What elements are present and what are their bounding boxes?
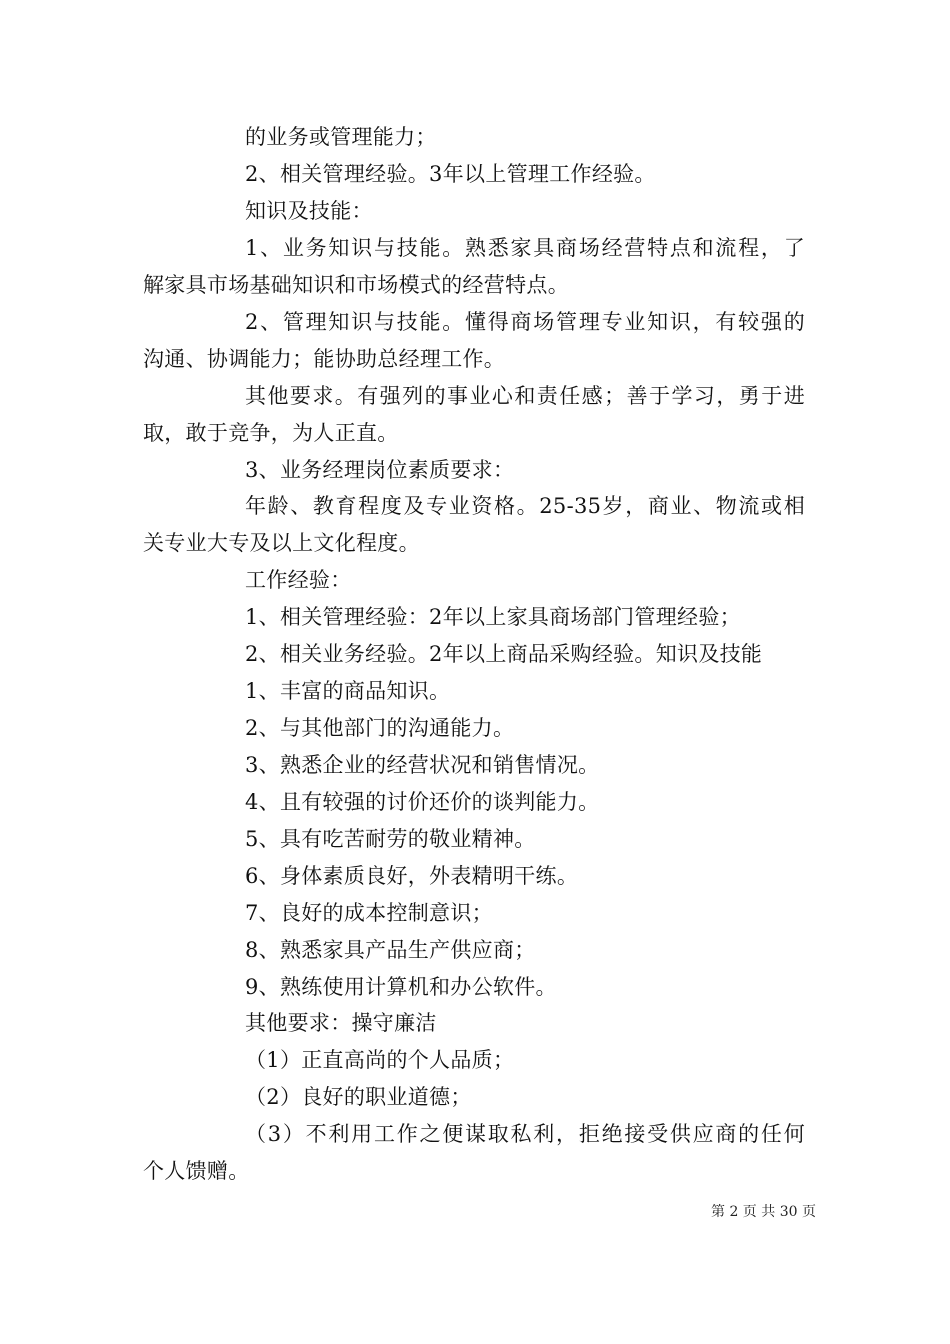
list-item: （2）良好的职业道德；	[245, 1085, 472, 1109]
list-item: （1）正直高尚的个人品质；	[245, 1048, 515, 1072]
text-line: 2、管理知识与技能。懂得商场管理专业知识，有较强的	[245, 310, 805, 334]
text-line: 的业务或管理能力；	[245, 125, 437, 149]
text-line: 沟通、协调能力；能协助总经理工作。	[143, 347, 506, 371]
list-item: 9、熟练使用计算机和办公软件。	[245, 975, 557, 999]
section-heading: 3、业务经理岗位素质要求：	[245, 458, 515, 482]
list-item: 6、身体素质良好，外表精明干练。	[245, 864, 579, 888]
list-item: 2、相关业务经验。2年以上商品采购经验。知识及技能	[245, 642, 763, 666]
list-item: 1、丰富的商品知识。	[245, 679, 451, 703]
list-item: 7、良好的成本控制意识；	[245, 901, 493, 925]
text-line: 取，敢于竞争，为人正直。	[143, 421, 399, 445]
section-heading: 其他要求：操守廉洁	[245, 1011, 437, 1035]
text-line: 年龄、教育程度及专业资格。25-35岁，商业、物流或相	[245, 494, 805, 518]
section-heading: 知识及技能：	[245, 199, 373, 223]
text-line: 关专业大专及以上文化程度。	[143, 531, 420, 555]
text-line: 个人馈赠。	[143, 1159, 250, 1183]
list-item: （3）不利用工作之便谋取私利，拒绝接受供应商的任何	[245, 1122, 805, 1146]
list-item: 2、与其他部门的沟通能力。	[245, 716, 515, 740]
page-number: 第 2 页 共 30 页	[711, 1204, 816, 1220]
text-line: 1、业务知识与技能。熟悉家具商场经营特点和流程，了	[245, 236, 805, 260]
list-item: 3、熟悉企业的经营状况和销售情况。	[245, 753, 600, 777]
text-line: 解家具市场基础知识和市场模式的经营特点。	[143, 273, 569, 297]
list-item: 4、且有较强的讨价还价的谈判能力。	[245, 790, 600, 814]
text-line: 2、相关管理经验。3年以上管理工作经验。	[245, 162, 656, 186]
list-item: 1、相关管理经验：2年以上家具商场部门管理经验；	[245, 605, 741, 629]
list-item: 8、熟悉家具产品生产供应商；	[245, 938, 536, 962]
section-heading: 工作经验：	[245, 568, 352, 592]
list-item: 5、具有吃苦耐劳的敬业精神。	[245, 827, 536, 851]
text-line: 其他要求。有强列的事业心和责任感；善于学习，勇于进	[245, 384, 805, 408]
